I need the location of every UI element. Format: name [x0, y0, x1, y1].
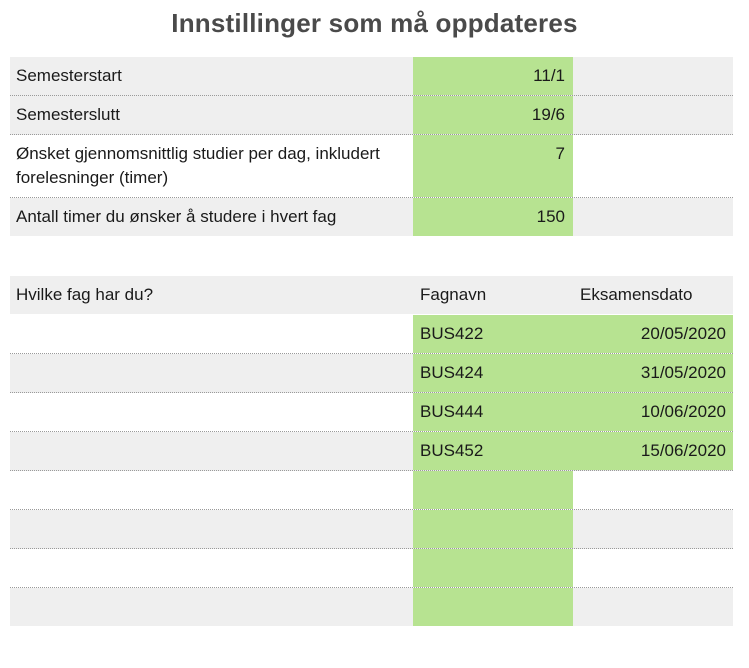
exam-date-input[interactable]: 20/05/2020 [573, 315, 733, 353]
course-name-input[interactable]: BUS444 [413, 393, 573, 431]
setting-label: Antall timer du ønsker å studere i hvert fag [16, 207, 337, 226]
course-name-input[interactable]: BUS422 [413, 315, 573, 353]
table-row [10, 432, 733, 471]
table-row [10, 315, 733, 354]
exam-date-input[interactable]: 31/05/2020 [573, 354, 733, 392]
column-header-eksamensdato: Eksamensdato [580, 285, 693, 304]
course-name-input[interactable] [413, 471, 573, 509]
setting-row-hours-per-day [10, 135, 733, 198]
exam-date-input[interactable]: 15/06/2020 [573, 432, 733, 470]
setting-value-input[interactable]: 150 [413, 198, 573, 236]
setting-row-semesterslutt [10, 96, 733, 135]
setting-value-input[interactable]: 11/1 [413, 57, 573, 95]
page-title: Innstillinger som må oppdateres [171, 8, 578, 38]
setting-row-semesterstart [10, 57, 733, 96]
setting-value-input[interactable]: 19/6 [413, 96, 573, 134]
courses-question: Hvilke fag har du? [16, 285, 154, 304]
table-row [10, 588, 733, 626]
setting-row-hours-per-course [10, 198, 733, 236]
column-header-fagnavn: Fagnavn [420, 285, 487, 304]
table-row [10, 393, 733, 432]
setting-label: Ønsket gjennomsnittlig studier per dag, inkludert forelesninger (timer) [16, 144, 380, 187]
course-name-input[interactable] [413, 588, 573, 626]
setting-label: Semesterstart [16, 66, 122, 85]
courses-header-row [10, 276, 733, 314]
setting-label: Semesterslutt [16, 105, 120, 124]
table-row [10, 510, 733, 549]
course-name-input[interactable]: BUS452 [413, 432, 573, 470]
table-row [10, 471, 733, 510]
table-row [10, 549, 733, 588]
course-name-input[interactable]: BUS424 [413, 354, 573, 392]
exam-date-input[interactable]: 10/06/2020 [573, 393, 733, 431]
setting-value-input[interactable]: 7 [413, 135, 573, 197]
course-name-input[interactable] [413, 510, 573, 548]
course-name-input[interactable] [413, 549, 573, 587]
table-row [10, 354, 733, 393]
